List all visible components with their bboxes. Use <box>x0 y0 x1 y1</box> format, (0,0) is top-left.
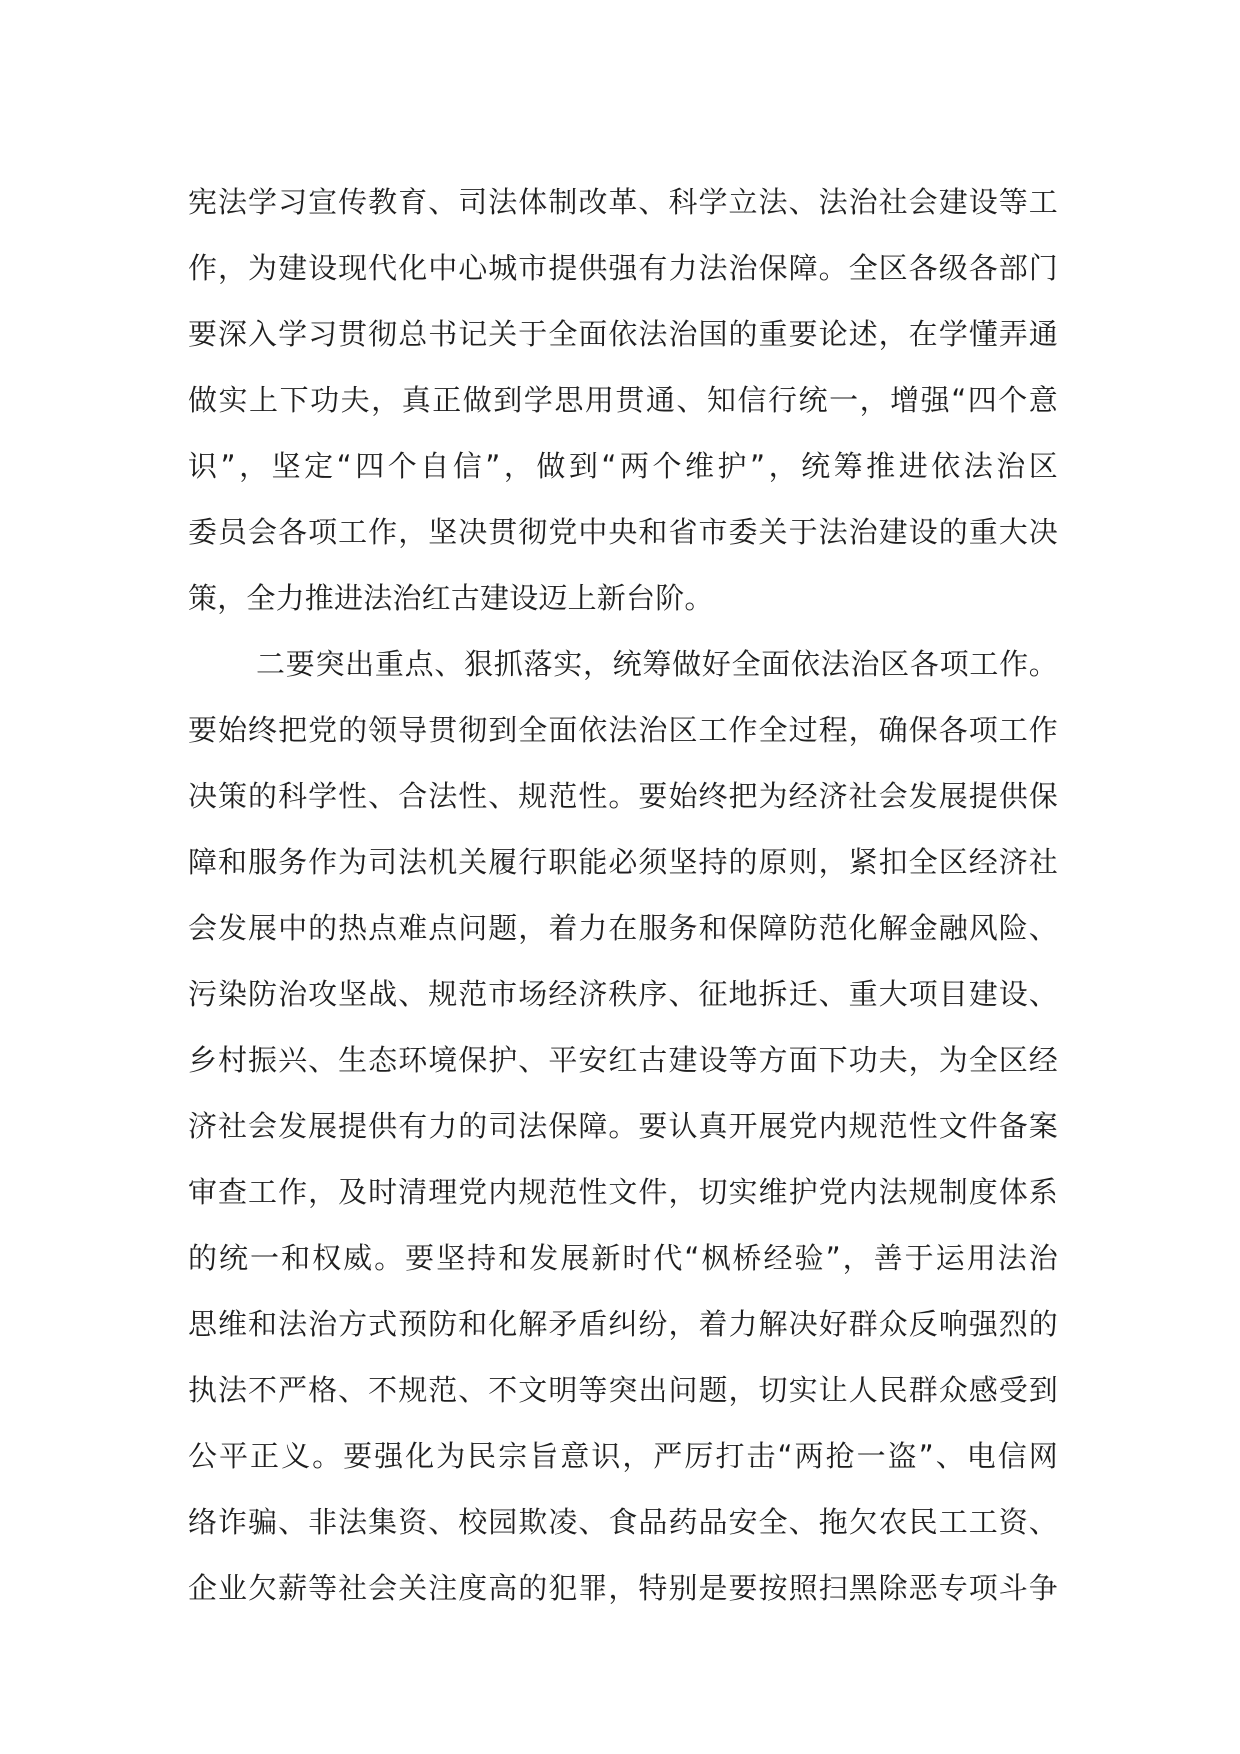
paragraph-line: 济社会发展提供有力的司法保障。要认真开展党内规范性文件备案 <box>188 1109 1058 1143</box>
paragraph-line: 企业欠薪等社会关注度高的犯罪，特别是要按照扫黑除恶专项斗争 <box>188 1571 1058 1605</box>
paragraph-line: 的统一和权威。要坚持和发展新时代“枫桥经验”，善于运用法治 <box>188 1241 1058 1275</box>
paragraph-line: 乡村振兴、生态环境保护、平安红古建设等方面下功夫，为全区经 <box>188 1043 1058 1077</box>
paragraph-line: 委员会各项工作，坚决贯彻党中央和省市委关于法治建设的重大决 <box>188 515 1058 549</box>
paragraph-line: 审查工作，及时清理党内规范性文件，切实维护党内法规制度体系 <box>188 1175 1058 1209</box>
paragraph-line: 会发展中的热点难点问题，着力在服务和保障防范化解金融风险、 <box>188 911 1058 945</box>
paragraph-line: 络诈骗、非法集资、校园欺凌、食品药品安全、拖欠农民工工资、 <box>188 1505 1058 1539</box>
paragraph-line: 障和服务作为司法机关履行职能必须坚持的原则，紧扣全区经济社 <box>188 845 1058 879</box>
paragraph-line: 污染防治攻坚战、规范市场经济秩序、征地拆迁、重大项目建设、 <box>188 977 1058 1011</box>
paragraph-line: 识”，坚定“四个自信”，做到“两个维护”，统筹推进依法治区 <box>188 449 1058 483</box>
paragraph-line: 思维和法治方式预防和化解矛盾纠纷，着力解决好群众反响强烈的 <box>188 1307 1058 1341</box>
paragraph-line: 要深入学习贯彻总书记关于全面依法治国的重要论述，在学懂弄通 <box>188 317 1058 351</box>
paragraph-line: 公平正义。要强化为民宗旨意识，严厉打击“两抢一盗”、电信网 <box>188 1439 1058 1473</box>
paragraph-line: 做实上下功夫，真正做到学思用贯通、知信行统一，增强“四个意 <box>188 383 1058 417</box>
paragraph-line: 执法不严格、不规范、不文明等突出问题，切实让人民群众感受到 <box>188 1373 1058 1407</box>
paragraph-line: 要始终把党的领导贯彻到全面依法治区工作全过程，确保各项工作 <box>188 713 1058 747</box>
body-text <box>188 172 1058 1624</box>
paragraph-line: 作，为建设现代化中心城市提供强有力法治保障。全区各级各部门 <box>188 251 1058 285</box>
paragraph-first-line: 二要突出重点、狠抓落实，统筹做好全面依法治区各项工作。 <box>256 647 1058 681</box>
paragraph-line: 策，全力推进法治红古建设迈上新台阶。 <box>188 581 714 615</box>
paragraph-line: 宪法学习宣传教育、司法体制改革、科学立法、法治社会建设等工 <box>188 185 1058 219</box>
paragraph-line: 决策的科学性、合法性、规范性。要始终把为经济社会发展提供保 <box>188 779 1058 813</box>
